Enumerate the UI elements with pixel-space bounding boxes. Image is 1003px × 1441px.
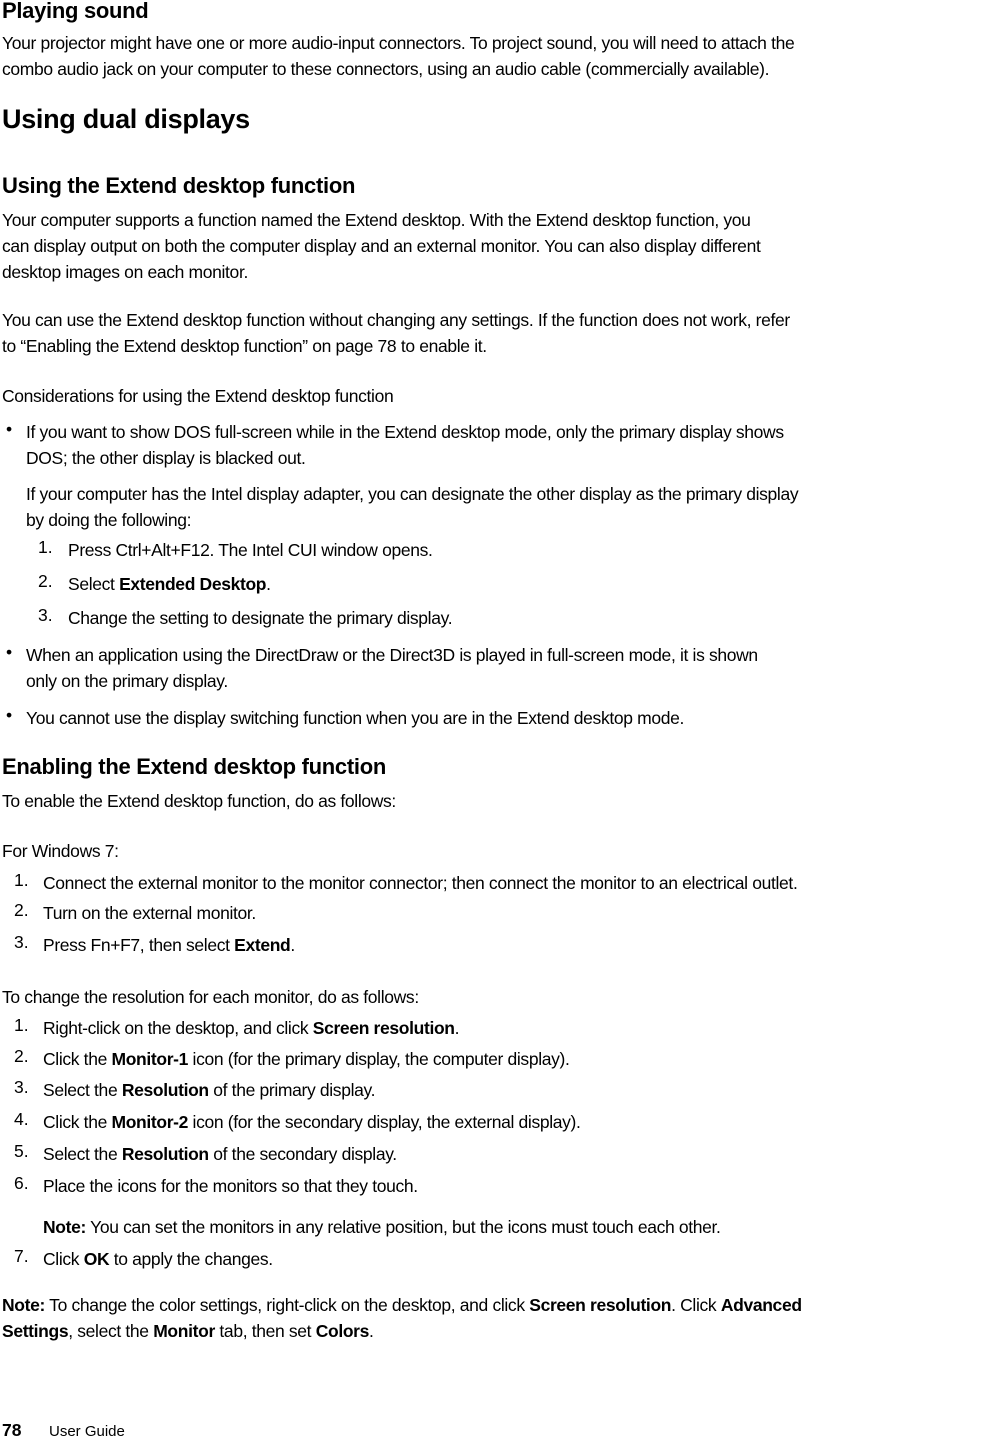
res-step-3-number: 3. — [14, 1077, 29, 1097]
step-3-number: 3. — [38, 605, 53, 625]
page-number: 78 — [2, 1420, 22, 1440]
res-step-6-text: Place the icons for the monitors so that they touch. — [43, 1176, 418, 1196]
footer-label: User Guide — [49, 1423, 125, 1440]
bullet-1-marker: • — [6, 419, 13, 439]
step-1-number: 1. — [38, 537, 53, 557]
bullet-2-line-2: only on the primary display. — [26, 671, 228, 691]
dual-displays-heading: Using dual displays — [2, 104, 250, 134]
res-step-6-number: 6. — [14, 1173, 29, 1193]
step-3-text: Change the setting to designate the primary display. — [68, 608, 453, 628]
extend-p1-line-3: desktop images on each monitor. — [2, 262, 248, 282]
res-step-7-text: Click OK to apply the changes. — [43, 1249, 273, 1269]
color-note-line-1: Note: To change the color settings, right-click on the desktop, and click Screen resolution. Click Advanced — [2, 1295, 802, 1315]
extend-p2-line-1: You can use the Extend desktop function without changing any settings. If the function does not work, refer — [2, 310, 790, 330]
extend-p1-line-1: Your computer supports a function named the Extend desktop. With the Extend desktop function, you — [2, 210, 751, 230]
win7-step-2-text: Turn on the external monitor. — [43, 903, 256, 923]
step-2-number: 2. — [38, 571, 53, 591]
bullet-2-marker: • — [6, 642, 13, 662]
bullet-1-sub-line-2: by doing the following: — [26, 510, 192, 530]
res-note: Note: You can set the monitors in any relative position, but the icons must touch each other. — [43, 1217, 721, 1237]
enabling-intro: To enable the Extend desktop function, do as follows: — [2, 791, 396, 811]
res-step-5-number: 5. — [14, 1141, 29, 1161]
windows7-label: For Windows 7: — [2, 841, 119, 861]
win7-step-3-number: 3. — [14, 932, 29, 952]
playing-sound-line-2: combo audio jack on your computer to these connectors, using an audio cable (commercially available). — [2, 59, 770, 79]
win7-step-1-text: Connect the external monitor to the monitor connector; then connect the monitor to an electrical outlet. — [43, 873, 798, 893]
bullet-1-sub-line-1: If your computer has the Intel display adapter, you can designate the other display as the primary display — [26, 484, 799, 504]
res-step-2-text: Click the Monitor-1 icon (for the primary display, the computer display). — [43, 1049, 570, 1069]
playing-sound-heading: Playing sound — [2, 0, 149, 23]
res-step-3-text: Select the Resolution of the primary display. — [43, 1080, 376, 1100]
res-step-2-number: 2. — [14, 1046, 29, 1066]
enabling-heading: Enabling the Extend desktop function — [2, 754, 386, 779]
win7-step-3-text: Press Fn+F7, then select Extend. — [43, 935, 295, 955]
res-step-4-text: Click the Monitor-2 icon (for the secondary display, the external display). — [43, 1112, 581, 1132]
res-step-7-number: 7. — [14, 1246, 29, 1266]
bullet-2-line-1: When an application using the DirectDraw or the Direct3D is played in full-screen mode, it is shown — [26, 645, 758, 665]
extend-heading: Using the Extend desktop function — [2, 173, 356, 198]
step-1-text: Press Ctrl+Alt+F12. The Intel CUI window opens. — [68, 540, 433, 560]
res-step-1-text: Right-click on the desktop, and click Screen resolution. — [43, 1018, 460, 1038]
bullet-3-text: You cannot use the display switching function when you are in the Extend desktop mode. — [26, 708, 685, 728]
extend-p2-line-2: to “Enabling the Extend desktop function” on page 78 to enable it. — [2, 336, 487, 356]
step-2-text: Select Extended Desktop. — [68, 574, 271, 594]
win7-step-2-number: 2. — [14, 900, 29, 920]
win7-step-1-number: 1. — [14, 870, 29, 890]
considerations-title: Considerations for using the Extend desktop function — [2, 386, 394, 406]
res-step-5-text: Select the Resolution of the secondary display. — [43, 1144, 397, 1164]
extend-p1-line-2: can display output on both the computer display and an external monitor. You can also display different — [2, 236, 761, 256]
bullet-1-line-1: If you want to show DOS full-screen while in the Extend desktop mode, only the primary display shows — [26, 422, 784, 442]
bullet-1-line-2: DOS; the other display is blacked out. — [26, 448, 306, 468]
playing-sound-line-1: Your projector might have one or more audio-input connectors. To project sound, you will need to attach the — [2, 33, 795, 53]
res-step-4-number: 4. — [14, 1109, 29, 1129]
resolution-intro: To change the resolution for each monitor, do as follows: — [2, 987, 419, 1007]
res-step-1-number: 1. — [14, 1015, 29, 1035]
color-note-line-2: Settings, select the Monitor tab, then set Colors. — [2, 1321, 374, 1341]
bullet-3-marker: • — [6, 705, 13, 725]
